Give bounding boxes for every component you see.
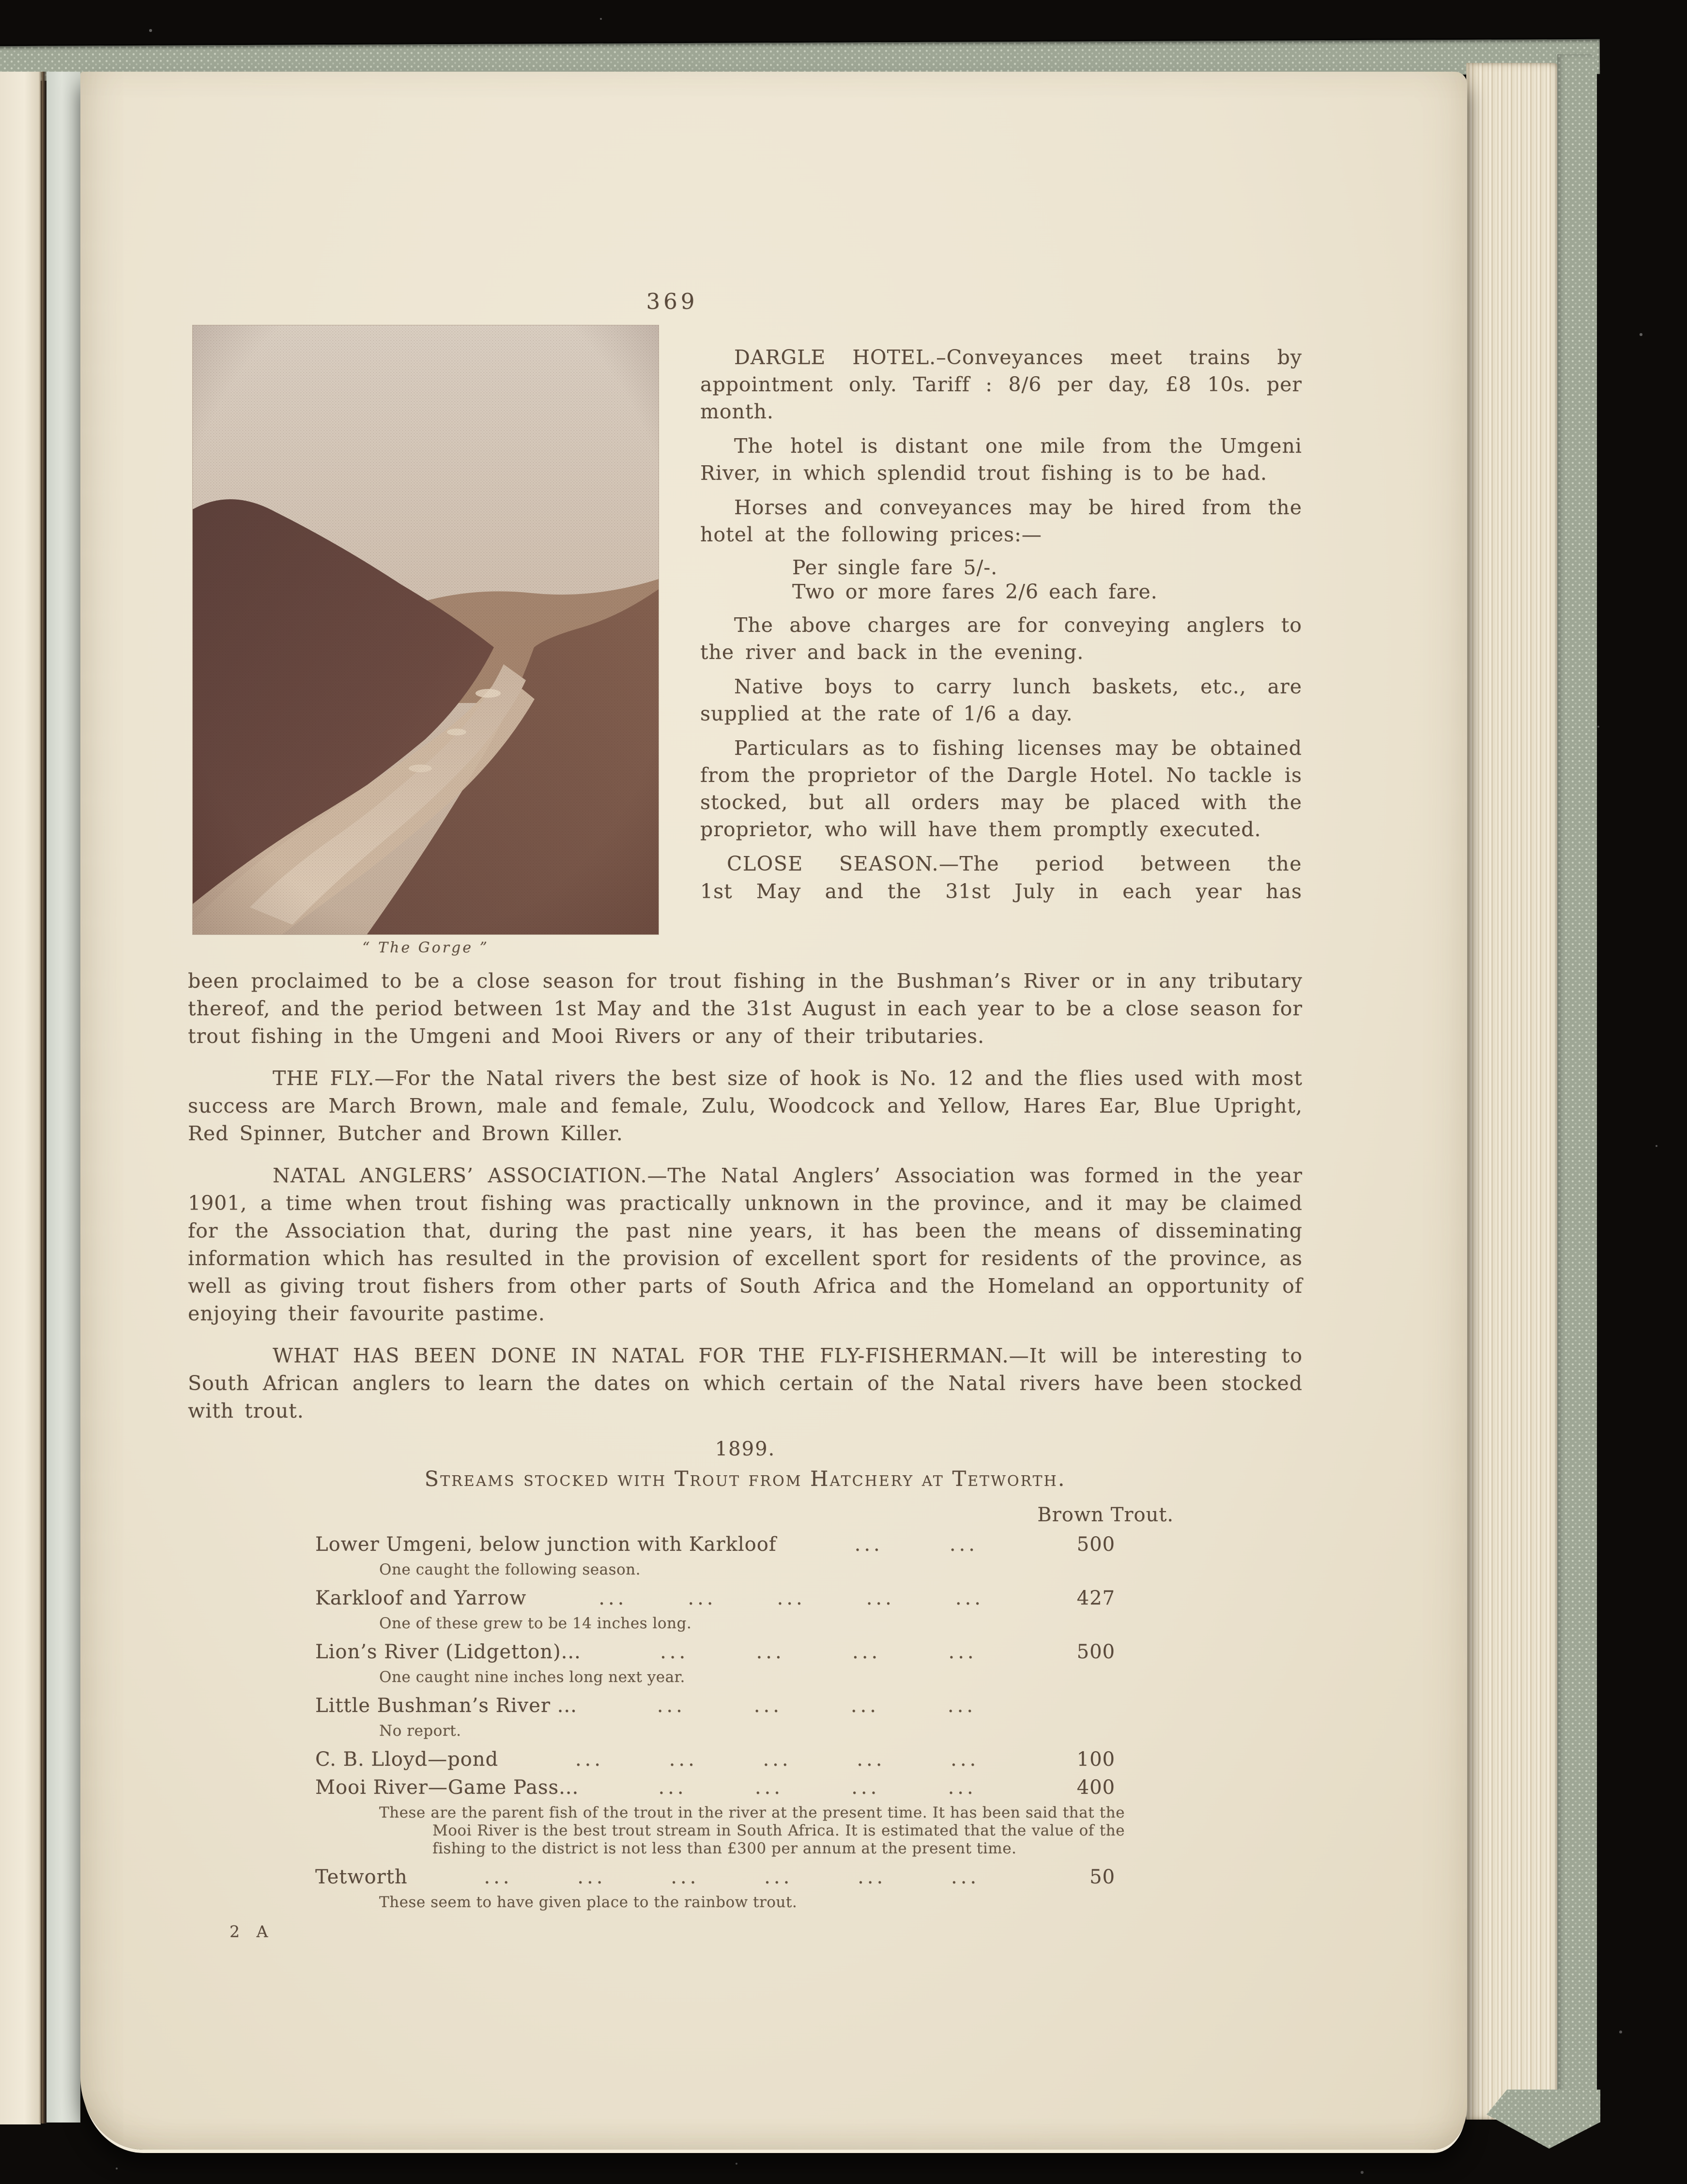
dots-group: ... <box>850 1695 879 1717</box>
dots-group: ... <box>598 1587 628 1609</box>
brown-trout-count: 400 <box>1076 1776 1115 1799</box>
table-row <box>315 1640 1115 1664</box>
printers-signature: 2 A <box>230 1922 274 1941</box>
paragraph: been proclaimed to be a close season for trout fishing in the Bushman’s River or in any tributary thereof, and the period between 1st May and the 31st August in each year to be a close season for trout fishing in the Umgeni and Mooi Rivers or any of their tributaries. <box>188 969 1303 1048</box>
leader-dots <box>581 1640 1056 1664</box>
stream-name: C. B. Lloyd—pond <box>315 1748 499 1771</box>
table-title: Streams stocked with Trout from Hatchery at Tetworth. <box>424 1467 1066 1491</box>
dots-group: ... <box>866 1587 895 1609</box>
brown-trout-count: 100 <box>1076 1748 1115 1771</box>
table-note: One of these grew to be 14 inches long. <box>379 1615 692 1632</box>
book-hinge <box>46 72 80 2123</box>
table-note: One caught the following season. <box>379 1561 641 1578</box>
dots-group: ... <box>763 1748 792 1771</box>
paragraph: DARGLE HOTEL.–Conveyances meet trains by appointment only. Tariff : 8/6 per day, £8 10s. per month. <box>700 346 1302 423</box>
dots-group: ... <box>947 1695 977 1717</box>
stream-name: Karkloof and Yarrow <box>315 1587 527 1609</box>
dots-group: ... <box>951 1748 980 1771</box>
book-cover-right-edge <box>1557 54 1597 2122</box>
dots-group: ... <box>852 1641 881 1663</box>
paragraph: Particulars as to fishing licenses may be obtained from the proprietor of the Dargle Hotel. No tackle is stocked, but all orders may be placed with the proprietor, who will have them promptly executed. <box>700 736 1302 841</box>
stocking-table <box>188 1438 1303 1919</box>
table-year: 1899. <box>715 1438 776 1460</box>
paragraph: Native boys to carry lunch baskets, etc., are supplied at the rate of 1/6 a day. <box>700 675 1302 725</box>
dots-group: ... <box>948 1641 977 1663</box>
leader-dots <box>526 1587 1056 1610</box>
dots-group: ... <box>854 1533 883 1556</box>
table-note: One caught nine inches long next year. <box>379 1668 685 1686</box>
paragraph-line: 1st May and the 31st July in each year has <box>700 880 1302 903</box>
table-rows <box>188 1533 1303 1911</box>
photo-caption: “ The Gorge ” <box>362 939 489 956</box>
table-note: These seem to have given place to the rainbow trout. <box>379 1894 797 1911</box>
stream-name: Lower Umgeni, below junction with Karkloof <box>315 1533 777 1556</box>
fare-list <box>700 555 1302 604</box>
full-width-text <box>188 967 1303 1439</box>
paragraph: NATAL ANGLERS’ ASSOCIATION.—The Natal Anglers’ Association was formed in the year 1901, a time when trout fishing was practically unknown in the province, and it may be claimed for the Association that, during the past nine years, it has been the means of disseminating information which has resulted in the provision of excellent sport for residents of the province, as well as giving trout fishers from other parts of South Africa and the Homeland an opportunity of enjoying their favourite pastime. <box>188 1164 1303 1325</box>
book-cover-bottom-corner <box>1487 2090 1600 2149</box>
table-note: These are the parent fish of the trout in the river at the present time. It has been said that the Mooi River is the best trout stream in South Africa. It is estimated that the value of the fishing to the district is not less than £300 per annum at the present time. <box>379 1804 1125 1857</box>
paragraph: The hotel is distant one mile from the Umgeni River, in which splendid trout fishing is to be had. <box>700 434 1302 485</box>
dots-group: ... <box>858 1866 887 1888</box>
facing-page-edge <box>0 72 41 2124</box>
table-row <box>315 1533 1115 1556</box>
brown-trout-count: 500 <box>1076 1641 1115 1663</box>
fare-item: Per single fare 5/-. <box>792 556 998 579</box>
right-column <box>700 344 1302 905</box>
gorge-photo-illustration <box>193 325 659 934</box>
dots-group: ... <box>660 1641 689 1663</box>
table-row <box>315 1587 1115 1610</box>
table-note: No report. <box>379 1722 461 1740</box>
stream-name: Tetworth <box>315 1866 408 1888</box>
book-page <box>80 72 1467 2150</box>
dots-group: ... <box>669 1748 698 1771</box>
dots-group: ... <box>484 1866 513 1888</box>
brown-trout-count: 50 <box>1089 1866 1115 1888</box>
dots-group: ... <box>764 1866 793 1888</box>
dots-group: ... <box>657 1695 686 1717</box>
dots-group: ... <box>955 1587 984 1609</box>
brown-trout-count: 427 <box>1076 1587 1115 1609</box>
page-number: 369 <box>646 289 698 314</box>
leader-dots <box>579 1776 1056 1799</box>
table-row <box>315 1694 1115 1717</box>
table-row <box>315 1776 1115 1799</box>
paragraph-line: CLOSE SEASON.—The period between the <box>727 852 1302 875</box>
dust-specks <box>0 0 1 1</box>
stream-name: Little Bushman’s River ... <box>315 1695 577 1717</box>
table-row <box>315 1748 1115 1771</box>
leader-dots <box>408 1865 1056 1889</box>
table-column-header: Brown Trout. <box>1037 1504 1174 1526</box>
paragraph: THE FLY.—For the Natal rivers the best size of hook is No. 12 and the flies used with most success are March Brown, male and female, Zulu, Woodcock and Yellow, Hares Ear, Blue Upright, Red Spinner, Butcher and Brown Killer. <box>188 1067 1303 1145</box>
page-stack-fore-edge <box>1466 63 1558 2120</box>
dots-group: ... <box>851 1776 880 1799</box>
paragraph: The above charges are for conveying anglers to the river and back in the evening. <box>700 613 1302 664</box>
dots-group: ... <box>671 1866 700 1888</box>
dots-group: ... <box>754 1776 783 1799</box>
leader-dots <box>777 1533 1056 1556</box>
dots-group: ... <box>857 1748 886 1771</box>
dots-group: ... <box>756 1641 785 1663</box>
dots-group: ... <box>948 1776 977 1799</box>
stream-name: Lion’s River (Lidgetton)... <box>315 1641 581 1663</box>
dots-group: ... <box>688 1587 717 1609</box>
dots-group: ... <box>951 1866 980 1888</box>
dots-group: ... <box>577 1866 606 1888</box>
leader-dots <box>577 1694 1056 1717</box>
leader-dots <box>498 1748 1056 1771</box>
table-row <box>315 1865 1115 1889</box>
dots-group: ... <box>949 1533 978 1556</box>
dots-group: ... <box>753 1695 782 1717</box>
brown-trout-count: 500 <box>1076 1533 1115 1556</box>
paragraph: Horses and conveyances may be hired from the hotel at the following prices:— <box>700 496 1302 546</box>
gorge-photo <box>193 325 659 934</box>
fare-item: Two or more fares 2/6 each fare. <box>792 580 1158 603</box>
stream-name: Mooi River—Game Pass... <box>315 1776 579 1799</box>
paragraph: WHAT HAS BEEN DONE IN NATAL FOR THE FLY-FISHERMAN.—It will be interesting to South African anglers to learn the dates on which certain of the Natal rivers have been stocked with trout. <box>188 1344 1303 1422</box>
dots-group: ... <box>777 1587 806 1609</box>
dots-group: ... <box>658 1776 687 1799</box>
dots-group: ... <box>575 1748 604 1771</box>
